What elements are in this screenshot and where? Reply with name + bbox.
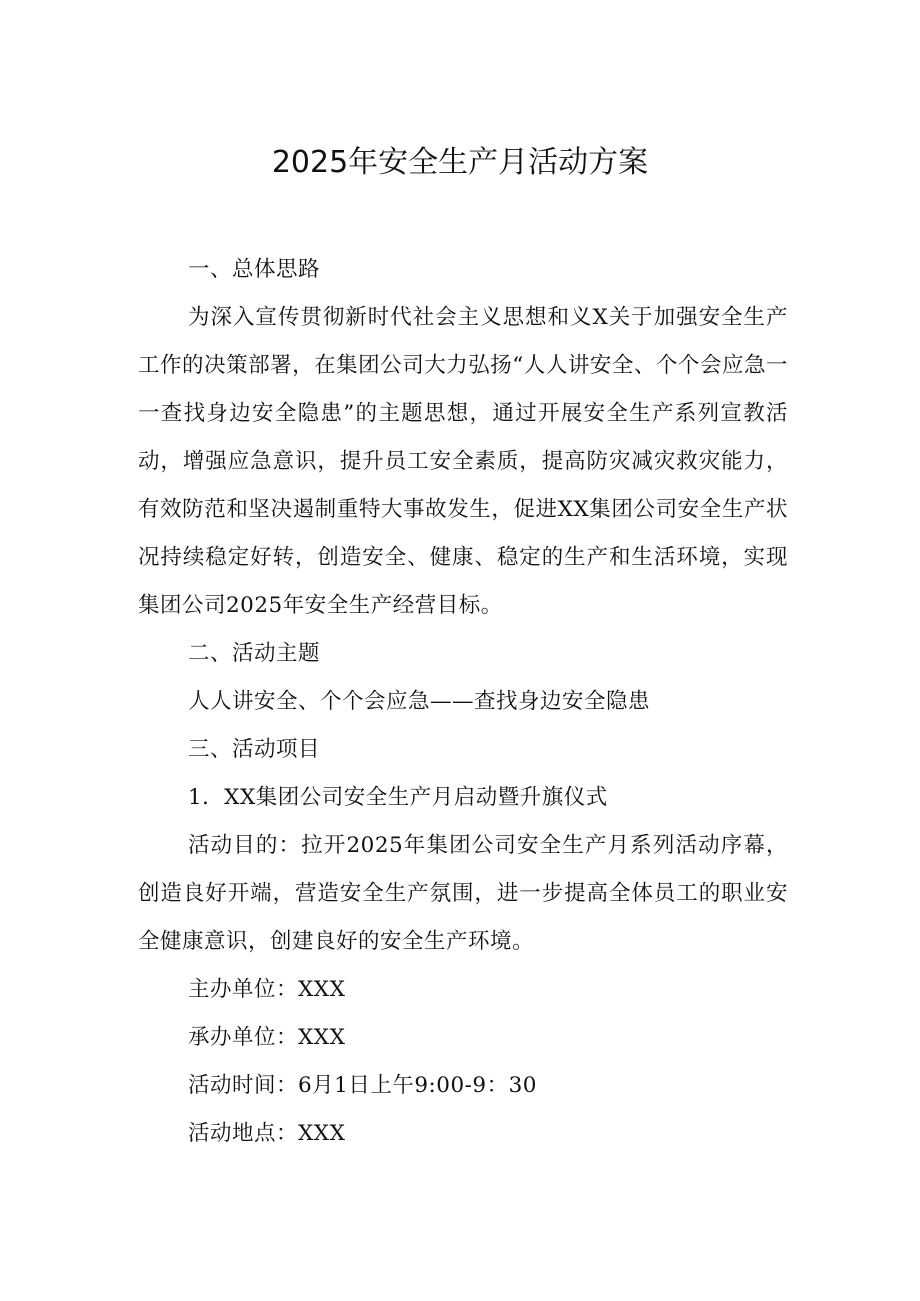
- activity-organizer-line: 承办单位：XXX: [188, 1025, 346, 1050]
- document-body: [138, 246, 788, 1158]
- section-heading-activity-theme: 二、活动主题: [188, 641, 321, 666]
- overall-approach-paragraph: 为深入宣传贯彻新时代社会主义思想和义X关于加强安全生产工作的决策部署，在集团公司大力弘扬“人人讲安全、个个会应急一一查找身边安全隐患”的主题思想，通过开展安全生产系列宣教活动，增强应急意识，提升员工安全素质，提高防灾减灾救灾能力，有效防范和坚决遏制重特大事故发生，促进XX集团公司安全生产状况持续稳定好转，创造安全、健康、稳定的生产和生活环境，实现集团公司2025年安全生产经营目标。: [138, 305, 788, 618]
- activity-time-line: 活动时间：6月1日上午9:00-9：30: [188, 1073, 537, 1098]
- section-heading-overall-approach: 一、总体思路: [188, 257, 321, 282]
- activity-theme-text: 人人讲安全、个个会应急——查找身边安全隐患: [188, 689, 651, 714]
- activity-purpose-paragraph: 活动目的：拉开2025年集团公司安全生产月系列活动序幕，创造良好开端，营造安全生产氛围，进一步提高全体员工的职业安全健康意识，创建良好的安全生产环境。: [138, 833, 788, 954]
- activity-location-line: 活动地点：XXX: [188, 1121, 346, 1146]
- document-title: 2025年安全生产月活动方案: [271, 145, 649, 180]
- activity-item-title: 1．XX集团公司安全生产月启动暨升旗仪式: [188, 785, 608, 810]
- activity-host-line: 主办单位：XXX: [188, 977, 346, 1002]
- section-heading-activity-items: 三、活动项目: [188, 737, 321, 762]
